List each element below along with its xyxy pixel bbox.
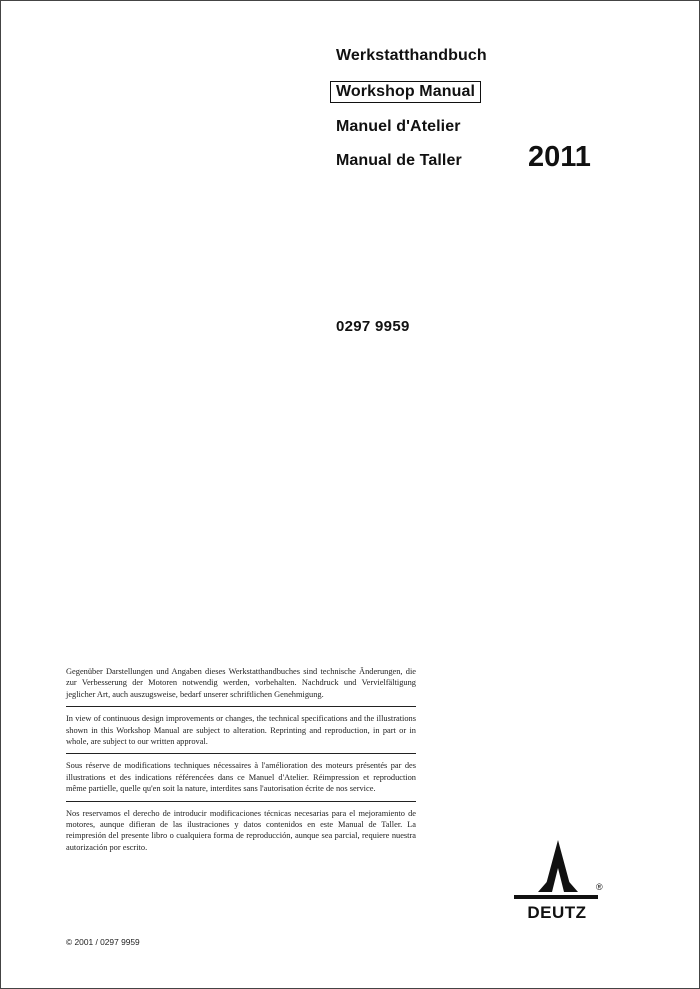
title-german: Werkstatthandbuch bbox=[336, 47, 487, 64]
divider bbox=[66, 706, 416, 707]
part-number: 0297 9959 bbox=[336, 318, 410, 335]
divider bbox=[66, 801, 416, 802]
divider bbox=[66, 753, 416, 754]
title-spanish: Manual de Taller bbox=[336, 152, 462, 169]
title-english-boxed: Workshop Manual bbox=[330, 81, 481, 103]
logo-registered-mark: ® bbox=[596, 882, 603, 892]
notice-spanish: Nos reservamos el derecho de introducir modificaciones técnicas necesarias para el mejoramiento de motores, aunque difieran de las ilustraciones y datos contenidos en este Manual de Taller. La reimpresión del presente libro o cualquiera forma de reproducción, aunque sea parcial, requiere nuestra autorización por escrito. bbox=[66, 808, 416, 852]
notice-english: In view of continuous design improvements or changes, the technical specifications and the illustrations shown in this Workshop Manual are subject to alteration. Reprinting and reproduction, in part or in whole, are subject to our written approval. bbox=[66, 714, 416, 747]
logo-wordmark: DEUTZ bbox=[527, 903, 587, 922]
title-french: Manuel d'Atelier bbox=[336, 118, 461, 135]
logo-base-bar bbox=[514, 895, 598, 899]
notice-block bbox=[66, 666, 416, 859]
copyright: © 2001 / 0297 9959 bbox=[66, 937, 140, 947]
notice-french: Sous réserve de modifications techniques nécessaires à l'amélioration des moteurs présentés par des illustrations et des indications référencées dans ce Manuel d'Atelier. Réimpression et reproduction même partielle, quelle qu'en soit la nature, interdites sans l'autorisation écrite de nos service. bbox=[66, 761, 416, 794]
notice-german: Gegenüber Darstellungen und Angaben dieses Werkstatthandbuches sind technische Änderungen, die zur Verbesserung der Motoren notwendig werden, vorbehalten. Nachdruck und Vervielfältigung jeglicher Art, auch auszugsweise, bedarf unserer schriftlichen Genehmigung. bbox=[66, 667, 416, 699]
model-number: 2011 bbox=[528, 141, 591, 173]
deutz-logo bbox=[512, 838, 604, 922]
